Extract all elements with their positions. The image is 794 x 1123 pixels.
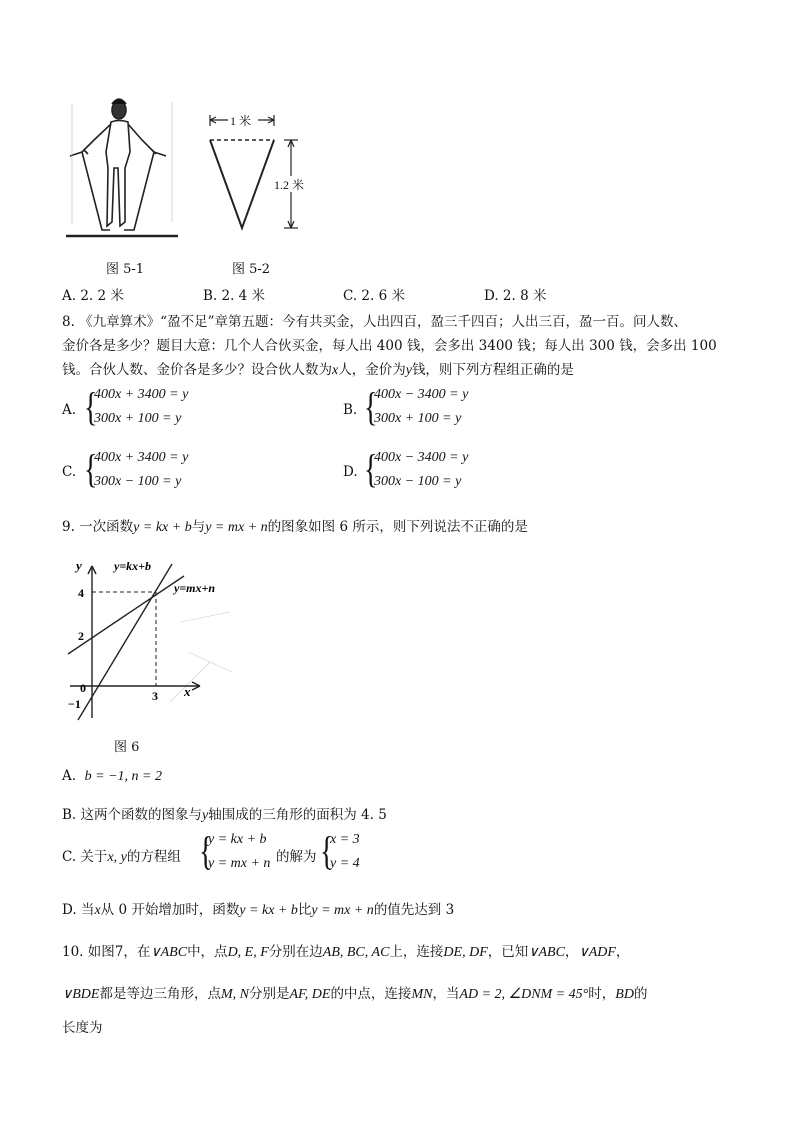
q9-option-a-math: b = −1, n = 2: [84, 769, 162, 784]
q9-option-d-d: 的值先达到 3: [373, 902, 455, 918]
q10-line-1-d: 上，连接: [389, 944, 444, 960]
q9-option-c-c: 的解为: [276, 849, 317, 865]
q9-option-d-c: 比: [297, 902, 312, 918]
graph-line1-label: y=kx+b: [114, 559, 152, 573]
q9-stem-b: 与: [191, 519, 206, 535]
q9-option-b-b: 轴围成的三角形的面积为 4. 5: [208, 807, 387, 823]
q7-option-c: C. 2. 6 米: [343, 288, 405, 304]
q9-option-c-xy: x, y: [107, 850, 127, 865]
q10-comma-1: ，: [564, 944, 579, 960]
q9-option-d-a: D. 当: [62, 902, 95, 918]
q9-stem-a: 9. 一次函数: [62, 519, 134, 535]
graph-y-axis-label: y: [76, 558, 82, 573]
q10-line-2-e: 时，: [588, 986, 616, 1002]
q8-option-d-label: D.: [343, 464, 358, 480]
q10-mn2: MN: [411, 987, 433, 1002]
q9-option-a: [62, 768, 162, 785]
q10-afde: AF, DE: [289, 987, 331, 1002]
q7-option-d: D. 2. 8 米: [484, 288, 547, 304]
q10-line-1: [62, 940, 629, 961]
q9-f2: y = mx + n: [205, 520, 268, 535]
q8-option-a-eq1: 400x + 3400 = y: [94, 387, 189, 402]
q8-line-2: 金价各是多少？题目大意：几个人合伙买金，每人出 400 钱，会多出 3400 钱；每人出 300 钱，会多出 100: [62, 338, 717, 354]
q9-option-b-a: B. 这两个函数的图象与: [62, 807, 203, 823]
q8-line-3-b: 人，金价为: [338, 362, 406, 378]
q10-t1: ∨ABC: [528, 945, 565, 960]
q8-option-b-eq2: 300x + 100 = y: [374, 411, 462, 426]
figure-5-2-caption: 图 5-2: [232, 262, 271, 277]
q9-option-c-a: C. 关于: [62, 849, 108, 865]
q10-mn: M, N: [220, 987, 249, 1002]
q8-line-3-a: 钱。合伙人数、金价各是多少？设合伙人数为: [62, 362, 332, 378]
q8-line-3-c: 钱，则下列方程组正确的是: [411, 362, 574, 378]
q8-line-3: [62, 358, 574, 379]
figure-5-1: [62, 94, 182, 244]
q10-cond: AD = 2, ∠DNM = 45°: [459, 987, 589, 1002]
q10-line-1-a: 10. 如图7，在: [62, 944, 151, 960]
q9-option-d: [62, 898, 454, 919]
q9-option-d-x: x: [94, 903, 101, 918]
q10-t2: ∨ADF: [578, 945, 616, 960]
q9-option-c-eq2: y = mx + n: [208, 856, 271, 871]
q9-option-c-eq1: y = kx + b: [208, 832, 267, 847]
q9-option-d-b: 从 0 开始增加时，函数: [100, 902, 240, 918]
figure-5-2: [200, 112, 318, 234]
graph-line2-label: y=mx+n: [174, 581, 216, 595]
q9-option-c-b: 的方程组: [126, 849, 181, 865]
q10-line-2-t: ∨BDE: [62, 987, 100, 1002]
graph-tick-2: 2: [78, 629, 84, 643]
q9-option-b: [62, 803, 387, 824]
figure-6-graph: [60, 552, 238, 722]
q8-option-a-label: A.: [62, 402, 77, 418]
q10-comma-2: ，: [615, 944, 630, 960]
graph-tick-0: 0: [80, 681, 86, 695]
q8-option-c-label: C.: [62, 464, 77, 480]
q10-tri-abc: ∨ABC: [150, 945, 188, 960]
q10-line-1-c: 分别在边: [268, 944, 323, 960]
figure-5-1-caption: 图 5-1: [106, 262, 145, 277]
q8-option-d-eq2: 300x − 100 = y: [374, 474, 462, 489]
q9-option-d-f1: y = kx + b: [239, 903, 298, 918]
q10-conn: DE, DF: [443, 945, 488, 960]
q8-var-x: x: [332, 363, 339, 378]
graph-x-axis-label: x: [184, 684, 191, 699]
figure-6-caption: 图 6: [114, 740, 140, 755]
graph-tick-3: 3: [152, 689, 158, 703]
q10-line-3: 长度为: [62, 1020, 103, 1036]
q10-line-2-a: 都是等边三角形，点: [99, 986, 221, 1002]
q8-option-b-eq1: 400x − 3400 = y: [374, 387, 469, 402]
q10-line-2-c: 的中点，连接: [330, 986, 412, 1002]
q9-option-c-s2: y = 4: [330, 856, 360, 871]
graph-tick-4: 4: [78, 586, 84, 600]
q8-option-b-label: B.: [343, 402, 358, 418]
q9-option-d-f2: y = mx + n: [311, 903, 374, 918]
q9-option-b-y: y: [202, 808, 209, 823]
q10-bd: BD: [615, 987, 634, 1002]
height-label: 1.2 米: [274, 178, 305, 192]
q10-edges: AB, BC, AC: [322, 945, 390, 960]
q9-option-c-s1: x = 3: [330, 832, 360, 847]
q10-line-2-f: 的: [633, 986, 648, 1002]
q9-option-a-label: A.: [62, 768, 77, 784]
q7-option-b: B. 2. 4 米: [203, 288, 266, 304]
q8-option-c-eq2: 300x − 100 = y: [94, 474, 182, 489]
q8-line-1: 8. 《九章算术》“盈不足”章第五题：今有共买金，人出四百，盈三千四百；人出三百，盈一百。问人数、: [62, 314, 687, 330]
q10-line-1-b: 中，点: [187, 944, 228, 960]
q9-stem-c: 的图象如图 6 所示，则下列说法不正确的是: [267, 519, 528, 535]
q7-option-a: A. 2. 2 米: [62, 288, 124, 304]
q8-option-d-eq1: 400x − 3400 = y: [374, 450, 469, 465]
q10-line-2: [62, 982, 647, 1003]
q9-f1: y = kx + b: [133, 520, 192, 535]
q10-line-1-e: ，已知: [487, 944, 529, 960]
q10-pts-def: D, E, F: [227, 945, 269, 960]
q8-option-a-eq2: 300x + 100 = y: [94, 411, 182, 426]
width-label: 1 米: [230, 114, 252, 128]
q8-option-c-eq1: 400x + 3400 = y: [94, 450, 189, 465]
q10-line-2-d: ，当: [432, 986, 460, 1002]
q10-line-2-b: 分别是: [248, 986, 290, 1002]
graph-tick-m1: −1: [68, 697, 81, 711]
q8-var-y: y: [405, 363, 412, 378]
q9-stem: [62, 515, 528, 536]
